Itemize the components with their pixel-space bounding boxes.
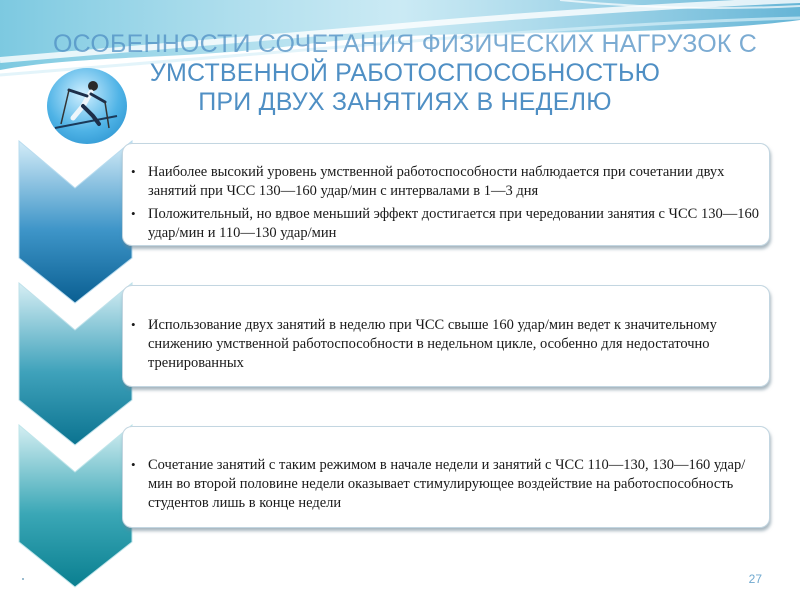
content-box-3 xyxy=(122,426,770,528)
page-number: 27 xyxy=(748,572,762,586)
arrow-shape-1 xyxy=(18,140,134,305)
content-box-2 xyxy=(122,285,770,387)
skier-icon xyxy=(47,68,127,144)
decorative-dot xyxy=(22,578,24,580)
list-item: • Наиболее высокий уровень умственной работоспособности наблюдается при сочетании двух занятий при ЧСС 130—160 удар/мин с интервалами в 1—3 дня xyxy=(148,163,759,201)
slide-title xyxy=(30,30,780,117)
title-line-1: ОСОБЕННОСТИ СОЧЕТАНИЯ ФИЗИЧЕСКИХ НАГРУЗОК С xyxy=(52,30,758,58)
list-item: • Положительный, но вдвое меньший эффект достигается при чередовании занятия с ЧСС 130—160 удар/мин и 110—130 удар/мин xyxy=(148,205,759,243)
title-line-2: УМСТВЕННОЙ РАБОТОСПОСОБНОСТЬЮ xyxy=(149,59,661,87)
arrow-shape-3 xyxy=(18,424,134,589)
content-box-1 xyxy=(122,143,770,246)
bullet-list-3 xyxy=(123,456,769,513)
arrow-shape-2 xyxy=(18,282,134,447)
bullet-list-1 xyxy=(123,163,769,243)
list-item: • Использование двух занятий в неделю при ЧСС свыше 160 удар/мин ведет к значительному снижению умственной работоспособности в недельном цикле, особенно для недостаточно тренированных xyxy=(148,316,759,373)
title-line-3: ПРИ ДВУХ ЗАНЯТИЯХ В НЕДЕЛЮ xyxy=(198,88,612,116)
list-item: • Сочетание занятий с таким режимом в начале недели и занятий с ЧСС 110—130, 130—160 удар/мин во второй половине недели оказывает стимулирующее воздействие на работоспособность студентов лишь в конце недели xyxy=(148,456,759,513)
bullet-list-2 xyxy=(123,316,769,373)
